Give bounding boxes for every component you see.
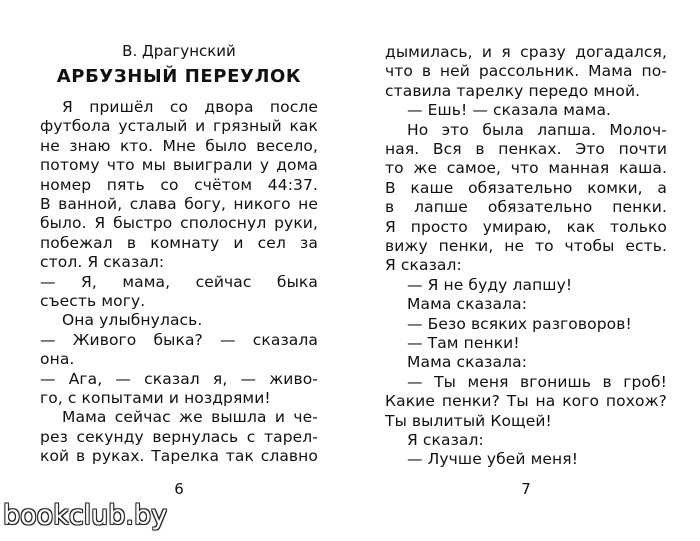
text-line: ставила тарелку передо мной. <box>385 81 641 100</box>
text-line: — Там пенки! <box>407 334 520 352</box>
text-line: было. Я быстро сполоснул руки, <box>40 214 318 233</box>
text-line: Я сказал: <box>407 431 484 449</box>
text-line: Мама сказала: <box>407 353 528 372</box>
text-line: — Я, мама, сейчас быка <box>40 272 318 291</box>
text-line: Я просто умираю, как только <box>385 217 667 236</box>
text-line: Ты вылитый Кощей! <box>385 411 552 430</box>
text-line: Я пришёл со двора после <box>62 98 318 116</box>
text-line: в лапше обязательно пенки. <box>385 198 667 217</box>
text-line: — Я не буду лапшу! <box>407 275 573 294</box>
text-line: Мама сказала: <box>407 295 528 314</box>
text-line: рез секунду вернулась с тарел- <box>40 427 318 446</box>
text-line: — Лучше убей меня! <box>407 450 579 469</box>
watermark-logo: bookclub.by <box>3 500 168 531</box>
text-line: Мама сейчас же вышла и че- <box>62 408 318 427</box>
text-line: — Безо всяких разговоров! <box>407 314 632 333</box>
text-line: В ванной, слава богу, никого не <box>40 195 318 213</box>
text-line: что в ней рассольник. Мама по- <box>385 62 667 81</box>
text-line: побежал в комнату и сел за <box>40 233 318 252</box>
text-line: Но это была лапша. Молоч- <box>407 120 667 139</box>
text-line: — Ешь! — сказала мама. <box>407 101 612 120</box>
story-title: АРБУЗНЫЙ ПЕРЕУЛОК <box>56 66 302 87</box>
text-line: — Живого быка? — сказала <box>40 330 318 349</box>
text-line: Какие пенки? Ты на кого похож? <box>385 392 667 411</box>
text-line: съесть могу. <box>40 292 146 310</box>
text-line: — Ты меня вгонишь в гроб! <box>407 372 667 391</box>
text-line: го, с копытами и ноздрями! <box>40 389 271 407</box>
text-line: кой в руках. Тарелка так славно <box>40 447 318 466</box>
left-page <box>40 0 318 541</box>
author-name: В. Драгунский <box>122 42 236 60</box>
text-line: номер пять со счётом 44:37. <box>40 175 318 194</box>
text-line: она. <box>40 350 75 369</box>
text-line: ная. Вся в пенках. Это почти <box>385 140 667 158</box>
text-line: Я сказал: <box>385 256 462 275</box>
text-line: Она улыбнулась. <box>62 311 203 330</box>
right-page <box>385 0 667 541</box>
text-line: вижу пенки, не то чтобы есть. <box>385 237 667 255</box>
text-line: дымилась, и я сразу догадался, <box>385 43 667 61</box>
text-line: — Ага, — сказал я, — живо- <box>40 369 318 388</box>
text-line: то же самое, что манная каша. <box>385 159 667 178</box>
text-line: В каше обязательно комки, а <box>385 178 667 197</box>
text-line: потому что мы выиграли у дома <box>40 156 318 175</box>
text-line: не знаю кто. Мне было весело, <box>40 136 318 155</box>
page-number-right: 7 <box>521 480 531 498</box>
text-line: футбола усталый и грязный как <box>40 117 318 136</box>
text-line: стол. Я сказал: <box>40 253 165 272</box>
page-number-left: 6 <box>174 480 184 498</box>
